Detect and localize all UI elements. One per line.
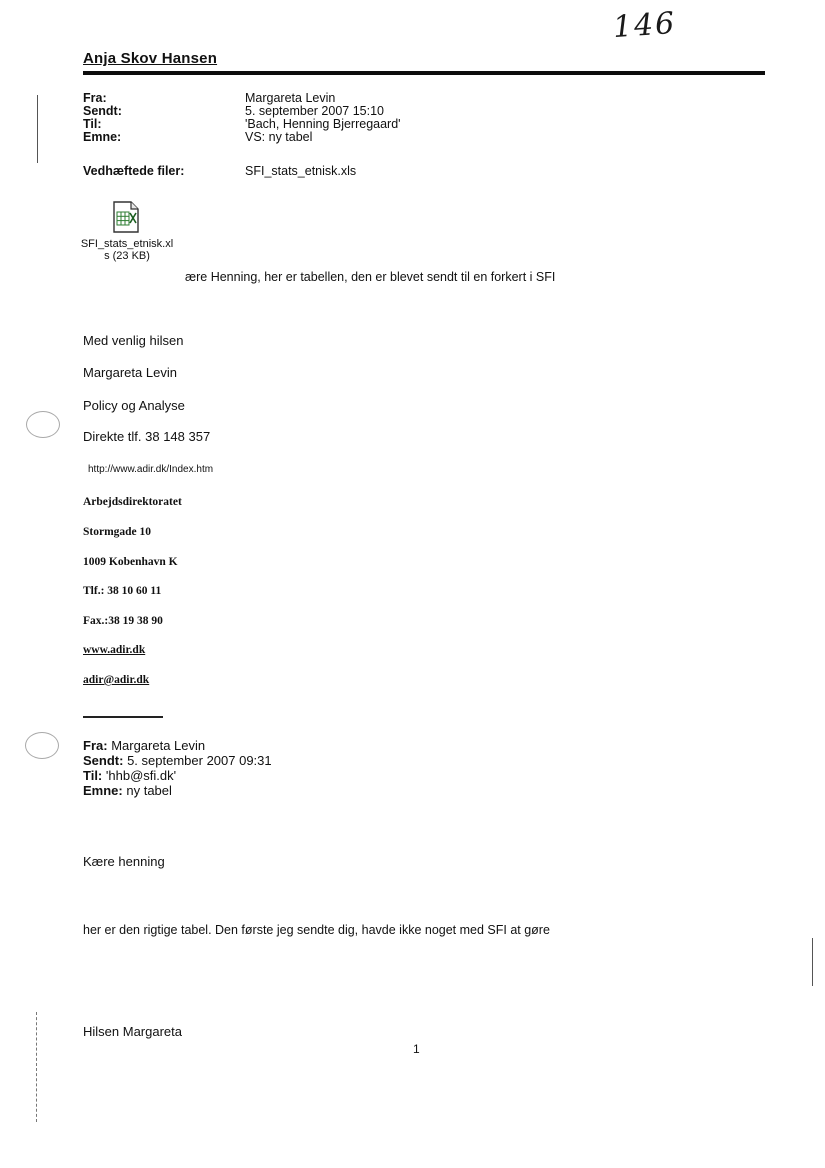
org-street: Stormgade 10 xyxy=(83,526,152,538)
field-label: Sendt: xyxy=(83,753,124,768)
scan-edge-mark xyxy=(812,938,813,986)
scan-edge-mark xyxy=(37,95,38,163)
org-city: 1009 Kobenhavn K xyxy=(83,556,178,568)
email-body-text: her er den rigtige tabel. Den første jeg sendte dig, havde ikke noget med SFI at gøre xyxy=(83,923,550,937)
field-label: Til: xyxy=(83,117,102,131)
attachments-row xyxy=(83,165,356,178)
signature-department: Policy og Analyse xyxy=(83,398,185,413)
field-value: VS: ny tabel xyxy=(245,130,313,144)
org-email-link: adir@adir.dk xyxy=(83,674,150,686)
field-label: Emne: xyxy=(83,783,123,798)
field-value: Margareta Levin xyxy=(245,91,336,105)
attachment-filesize: s (23 KB) xyxy=(104,250,150,262)
email-field-row xyxy=(83,131,312,144)
page-title: Anja Skov Hansen xyxy=(83,50,218,67)
hole-punch-mark-bottom xyxy=(25,732,59,759)
email-field-row xyxy=(83,753,272,768)
org-phone: Tlf.: 38 10 60 11 xyxy=(83,585,162,597)
attachments-label: Vedhæftede filer: xyxy=(83,164,185,178)
header-divider xyxy=(83,71,765,75)
signature-closing: Med venlig hilsen xyxy=(83,333,184,348)
email-field-row xyxy=(83,768,176,783)
field-label: Fra: xyxy=(83,738,108,753)
field-value: 'hhb@sfi.dk' xyxy=(105,768,177,783)
org-website-link: www.adir.dk xyxy=(83,644,146,656)
attachment-filename: SFI_stats_etnisk.xl xyxy=(80,238,174,250)
hole-punch-mark-top xyxy=(26,411,60,438)
field-value: 5. september 2007 09:31 xyxy=(127,753,272,768)
signature-phone: Direkte tlf. 38 148 357 xyxy=(83,429,211,444)
email-closing: Hilsen Margareta xyxy=(83,1024,182,1039)
field-label: Emne: xyxy=(83,130,122,144)
field-value: ny tabel xyxy=(126,783,172,798)
email-field-row xyxy=(83,738,205,753)
attachment-caption xyxy=(72,238,182,262)
field-value: 5. september 2007 15:10 xyxy=(245,104,384,118)
handwritten-page-number: 146 xyxy=(611,5,678,46)
field-value: Margareta Levin xyxy=(111,738,206,753)
scan-edge-mark xyxy=(36,1012,37,1122)
field-value: 'Bach, Henning Bjerregaard' xyxy=(245,117,401,131)
org-fax: Fax.:38 19 38 90 xyxy=(83,615,163,627)
message-divider xyxy=(83,716,163,718)
field-label: Til: xyxy=(83,768,103,783)
page-number: 1 xyxy=(413,1042,420,1056)
email-greeting: Kære henning xyxy=(83,854,165,869)
field-label: Sendt: xyxy=(83,104,122,118)
attachments-value: SFI_stats_etnisk.xls xyxy=(245,164,357,178)
email-field-row xyxy=(83,783,172,798)
signature-name: Margareta Levin xyxy=(83,365,177,380)
org-name: Arbejdsdirektoratet xyxy=(83,496,182,508)
signature-url: http://www.adir.dk/Index.htm xyxy=(88,464,214,475)
email-field-row xyxy=(83,118,401,131)
field-label: Fra: xyxy=(83,91,107,105)
excel-file-icon xyxy=(112,201,140,238)
email-body-text: ære Henning, her er tabellen, den er blevet sendt til en forkert i SFI xyxy=(185,270,556,284)
